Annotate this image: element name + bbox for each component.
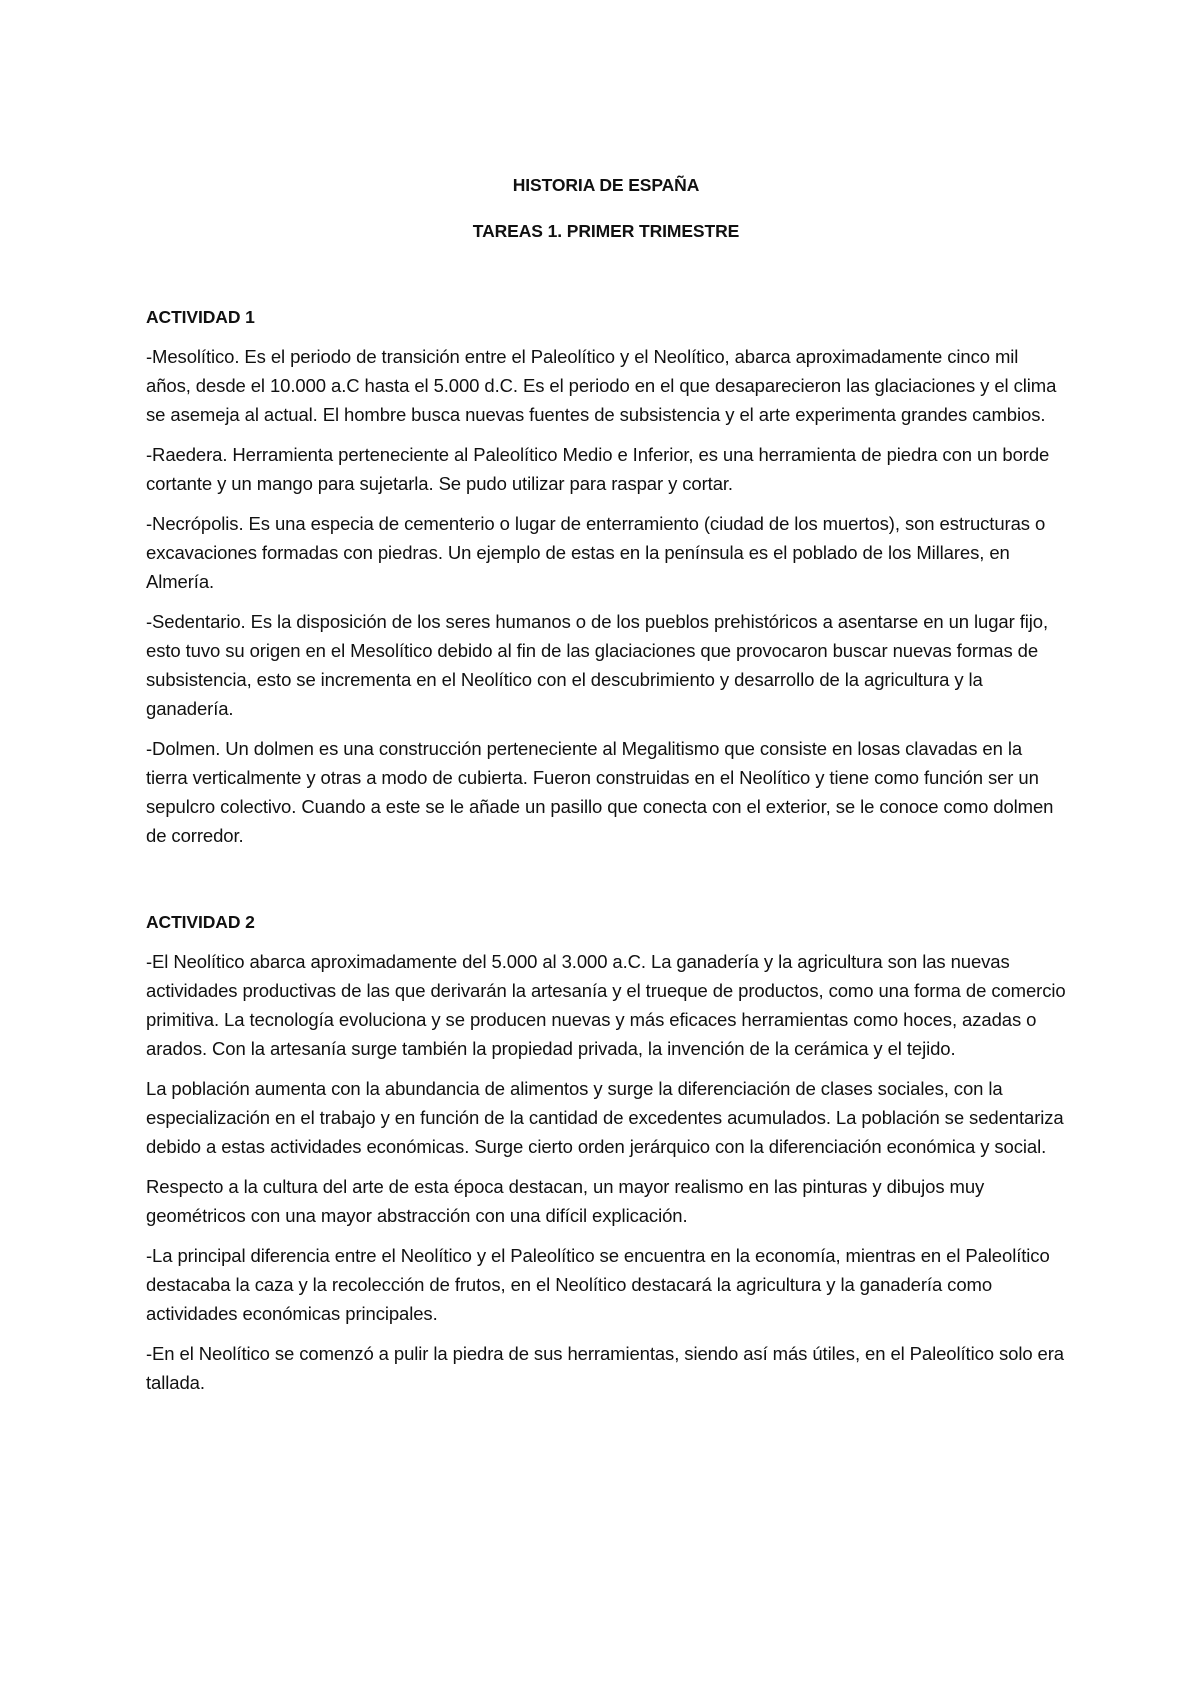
paragraph-necropolis: -Necrópolis. Es una especia de cementerio o lugar de enterramiento (ciudad de los muertos), son estructuras o excavaciones formadas con piedras. Un ejemplo de estas en la península es el poblado de los Millares, en Almería. [146,513,1046,592]
paragraph-cultura-arte: Respecto a la cultura del arte de esta época destacan, un mayor realismo en las pinturas y dibujos muy geométricos con una mayor abstracción con una difícil explicación. [146,1176,985,1226]
section-heading: ACTIVIDAD 2 [146,912,255,932]
document-title: HISTORIA DE ESPAÑA [512,175,700,195]
paragraph-piedra-pulida: -En el Neolítico se comenzó a pulir la piedra de sus herramientas, siendo así más útiles, en el Paleolítico solo era tallada. [146,1343,1064,1393]
document-body [146,173,1066,1397]
paragraph-neolitico: -El Neolítico abarca aproximadamente del 5.000 al 3.000 a.C. La ganadería y la agricultura son las nuevas actividades productivas de las que derivarán la artesanía y el trueque de productos, como una forma de comercio primitiva. La tecnología evoluciona y se producen nuevas y más eficaces herramientas como hoces, azadas o arados. Con la artesanía surge también la propiedad privada, la invención de la cerámica y el tejido. [146,951,1066,1059]
paragraph-poblacion: La población aumenta con la abundancia de alimentos y surge la diferenciación de clases sociales, con la especialización en el trabajo y en función de la cantidad de excedentes acumulados. La población se sedentariza debido a estas actividades económicas. Surge cierto orden jerárquico con la diferenciación económica y social. [146,1078,1064,1157]
paragraph-mesolitico: -Mesolítico. Es el periodo de transición entre el Paleolítico y el Neolítico, abarca aproximadamente cinco mil años, desde el 10.000 a.C hasta el 5.000 d.C. Es el periodo en el que desaparecieron las glaciaciones y el clima se asemeja al actual. El hombre busca nuevas fuentes de subsistencia y el arte experimenta grandes cambios. [146,346,1057,425]
section-heading: ACTIVIDAD 1 [146,307,255,327]
section-actividad-1 [146,305,1066,850]
paragraph-raedera: -Raedera. Herramienta perteneciente al Paleolítico Medio e Inferior, es una herramienta de piedra con un borde cortante y un mango para sujetarla. Se pudo utilizar para raspar y cortar. [146,444,1050,494]
document-subtitle: TAREAS 1. PRIMER TRIMESTRE [472,221,740,241]
paragraph-dolmen: -Dolmen. Un dolmen es una construcción perteneciente al Megalitismo que consiste en losas clavadas en la tierra verticalmente y otras a modo de cubierta. Fueron construidas en el Neolítico y tiene como función ser un sepulcro colectivo. Cuando a este se le añade un pasillo que conecta con el exterior, se le conoce como dolmen de corredor. [146,738,1054,846]
section-actividad-2 [146,910,1066,1397]
paragraph-sedentario: -Sedentario. Es la disposición de los seres humanos o de los pueblos prehistóricos a asentarse en un lugar fijo, esto tuvo su origen en el Mesolítico debido al fin de las glaciaciones que provocaron buscar nuevas formas de subsistencia, esto se incrementa en el Neolítico con el descubrimiento y desarrollo de la agricultura y la ganadería. [146,611,1048,719]
paragraph-diferencia-economia: -La principal diferencia entre el Neolítico y el Paleolítico se encuentra en la economía, mientras en el Paleolítico destacaba la caza y la recolección de frutos, en el Neolítico destacará la agricultura y la ganadería como actividades económicas principales. [146,1245,1050,1324]
